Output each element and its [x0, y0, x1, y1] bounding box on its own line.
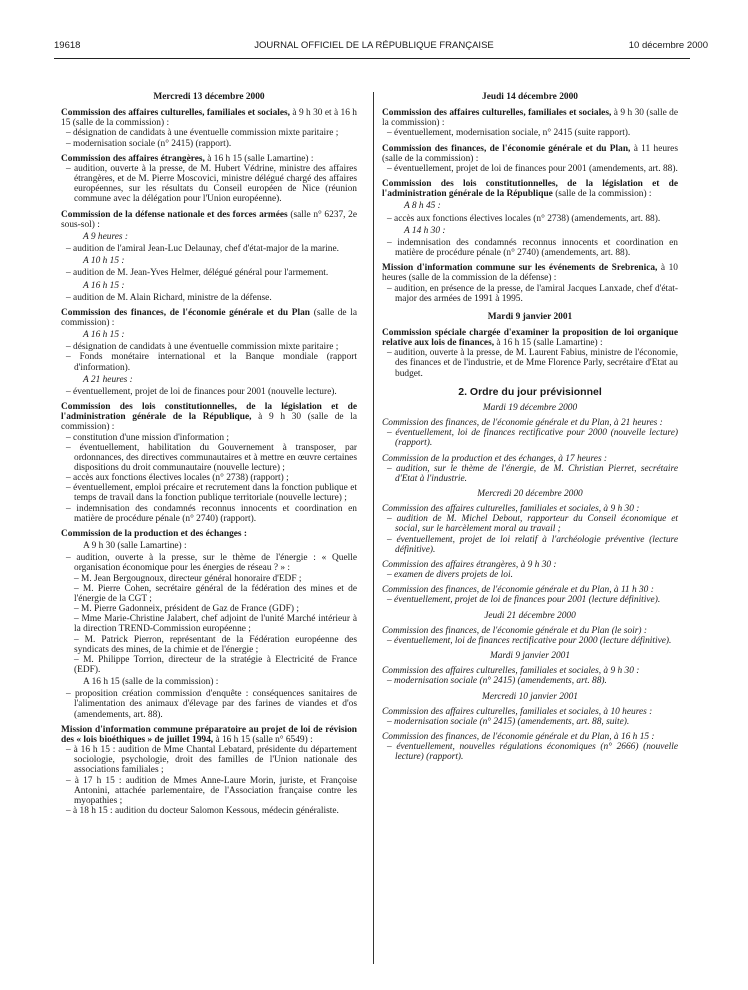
agenda-item: – éventuellement, projet de loi de finances pour 2001 (lecture définitive).	[387, 595, 661, 606]
committee-heading: Commission des affaires étrangères, à 9 h 30 :	[382, 559, 557, 570]
session-time: A 8 h 45 :	[404, 201, 441, 212]
day-heading: Jeudi 14 décembre 2000	[482, 92, 578, 102]
session-time: A 10 h 15 :	[83, 256, 125, 267]
header-divider	[54, 58, 690, 59]
committee-heading	[382, 179, 678, 199]
agenda-block	[382, 626, 678, 646]
committee-heading: Commission de la production et des échanges, à 17 heures :	[382, 453, 608, 464]
speaker-item: – M. Patrick Pierron, représentant de la Fédération européenne des syndicats des mines, de la chimie et de l'énergie ;	[74, 634, 357, 655]
agenda-item: – désignation de candidats à une éventuelle commission mixte paritaire ;	[66, 128, 339, 139]
column-divider	[373, 92, 374, 964]
journal-title: JOURNAL OFFICIEL DE LA RÉPUBLIQUE FRANÇAISE	[254, 40, 494, 51]
day-heading: Mardi 9 janvier 2001	[489, 651, 571, 662]
agenda-item: – éventuellement, habilitation du Gouvernement à transposer, par ordonnances, des directives communautaires et à mettre en œuvre certaines dispositions du droit communautaire (nouvelle lecture) ;	[66, 442, 357, 473]
committee-block	[61, 402, 357, 524]
agenda-item: – éventuellement, modernisation sociale, n° 2415 (suite rapport).	[387, 128, 631, 139]
section-heading: 2. Ordre du jour prévisionnel	[458, 385, 602, 398]
agenda-block	[382, 585, 678, 605]
agenda-item: – modernisation sociale (n° 2415) (amendements, art. 88).	[387, 676, 607, 687]
committee-details: à 9 h 30 et à 16 h 15 (salle de la commission) :	[61, 108, 357, 129]
agenda-item: – accès aux fonctions électives locales (n° 2738) (amendements, art. 88).	[387, 213, 661, 224]
committee-block	[61, 308, 357, 397]
day-heading: Mercredi 13 décembre 2000	[153, 92, 265, 102]
committee-heading: Commission des finances, de l'économie générale et du Plan, à 16 h 15 :	[382, 731, 655, 742]
committee-details: à 11 heures (salle de la commission) :	[382, 143, 678, 164]
committee-details: (salle n° 6237, 2e sous-sol) :	[61, 209, 357, 230]
committee-heading: Commission des finances, de l'économie générale et du Plan, à 11 h 30 :	[382, 585, 654, 596]
agenda-block	[382, 732, 678, 762]
day-heading: Mercredi 20 décembre 2000	[477, 489, 583, 499]
committee-block	[61, 529, 357, 720]
agenda-block	[382, 418, 678, 448]
committee-heading	[382, 263, 678, 283]
committee-heading: Commission des finances, de l'économie générale et du Plan, à 21 heures :	[382, 418, 663, 429]
committee-block	[61, 210, 357, 303]
agenda-item: – audition, sur le thème de l'énergie, de M. Christian Pierret, secrétaire d'Etat à l'industrie.	[387, 463, 678, 484]
committee-heading	[61, 210, 357, 230]
agenda-item: – indemnisation des condamnés reconnus innocents et coordination en matière de procédure pénale (n° 2740) (amendements, art. 88).	[387, 237, 678, 259]
committee-name: Commission des affaires culturelles, familiales et sociales,	[61, 108, 291, 119]
committee-details: à 16 h 15 (salle Lamartine) :	[494, 338, 603, 349]
agenda-item: – à 16 h 15 : audition de Mme Chantal Lebatard, présidente du département sociologie, psychologie, droit des familles de l'Union nationale des associations familiales ;	[66, 745, 357, 776]
committee-name: Commission de la production et des échanges :	[61, 528, 248, 539]
committee-details: à 16 h 15 (salle n° 6549) :	[213, 734, 313, 745]
agenda-item: – éventuellement, emploi précaire et recrutement dans la fonction publique et temps de travail dans la fonction publique territoriale (nouvelle lecture) ;	[66, 483, 357, 504]
committee-block	[382, 179, 678, 258]
agenda-item: – éventuellement, projet de loi de finances pour 2001 (nouvelle lecture).	[66, 386, 337, 397]
agenda-item: – modernisation sociale (n° 2415) (rapport).	[66, 138, 232, 149]
agenda-item: – éventuellement, nouvelles régulations économiques (n° 2666) (nouvelle lecture) (rapport).	[387, 742, 678, 763]
agenda-item: – éventuellement, projet de loi relatif à l'archéologie préventive (lecture définitive).	[387, 534, 678, 555]
agenda-item: – éventuellement, projet de loi de finances pour 2001 (amendements, art. 88).	[387, 163, 678, 174]
committee-heading	[61, 402, 357, 432]
committee-heading: Commission des affaires culturelles, familiales et sociales, à 10 heures :	[382, 706, 653, 717]
agenda-item: – audition, ouverte à la presse, sur le thème de l'énergie : « Quelle organisation économique pour les énergies de réseau ? » :	[66, 553, 357, 574]
committee-name: Commission des finances, de l'économie générale et du Plan	[61, 307, 311, 318]
agenda-item: – à 18 h 15 : audition du docteur Salomon Kessous, médecin généraliste.	[66, 806, 339, 816]
committee-heading	[382, 328, 678, 348]
agenda-item: – audition, ouverte à la presse, de M. Hubert Védrine, ministre des affaires étrangères, et de M. Pierre Moscovici, ministre délégué chargé des affaires européennes, sur les résultats du Conseil européen de Nice (réunion commune avec la délégation pour l'Union européenne).	[66, 163, 357, 205]
committee-block	[61, 154, 357, 205]
agenda-item: – désignation de candidats à une éventuelle commission mixte paritaire ;	[66, 342, 339, 353]
committee-details: (salle de la commission) :	[61, 307, 357, 328]
agenda-item: – à 17 h 15 : audition de Mmes Anne-Laure Morin, juriste, et Françoise Antonini, attachée parlementaire, de l'Association française contre les myopathies ;	[66, 775, 357, 806]
committee-name: Commission des lois constitutionnelles, de la législation et de l'administration générale de la République	[382, 179, 678, 200]
agenda-block	[382, 666, 678, 686]
committee-heading: Commission des finances, de l'économie générale et du Plan (le soir) :	[382, 625, 647, 636]
committee-details: à 9 h 30 (salle de la commission) :	[61, 412, 358, 433]
agenda-item: – proposition création commission d'enquête : conséquences sanitaires de l'alimentation des animaux d'élevage par des farines de viandes et d'os (amendements, art. 88).	[66, 689, 357, 720]
committee-block	[61, 725, 357, 816]
agenda-item: – audition, en présence de la presse, de l'amiral Jacques Lanxade, chef d'état-major des armées de 1991 à 1995.	[387, 283, 678, 304]
session-time: A 16 h 15 (salle de la commission) :	[83, 677, 219, 688]
agenda-block	[382, 707, 678, 727]
agenda-item: – modernisation sociale (n° 2415) (amendements, art. 88, suite).	[387, 716, 630, 727]
speaker-item: – M. Philippe Torrion, directeur de la stratégie à Electricité de France (EDF).	[74, 654, 357, 675]
committee-heading	[61, 529, 357, 539]
agenda-item: – Fonds monétaire international et la Banque mondiale (rapport d'information).	[66, 352, 357, 373]
committee-name: Commission de la défense nationale et des forces armées	[61, 209, 288, 220]
committee-name: Commission des finances, de l'économie générale et du Plan,	[382, 143, 631, 154]
running-header	[40, 40, 708, 56]
committee-name: Commission des lois constitutionnelles, de la législation et de l'administration générale de la République,	[61, 402, 357, 423]
committee-name: Commission des affaires culturelles, familiales et sociales,	[382, 108, 612, 119]
day-heading: Jeudi 21 décembre 2000	[484, 610, 576, 621]
agenda-block	[382, 454, 678, 484]
speaker-item: – M. Pierre Gadonneix, président de Gaz de France (GDF) ;	[74, 604, 299, 615]
speaker-item: – M. Jean Bergougnoux, directeur général honoraire d'EDF ;	[74, 573, 302, 584]
committee-heading	[61, 108, 357, 128]
committee-name: Mission d'information commune sur les événements de Srebrenica,	[382, 263, 658, 274]
agenda-item: – éventuellement, loi de finances rectificative pour 2000 (lecture définitive).	[387, 635, 672, 646]
agenda-item: – audition de M. Michel Debout, rapporteur du Conseil économique et social, sur le harcèlement moral au travail ;	[387, 514, 678, 535]
day-heading: Mardi 19 décembre 2000	[482, 402, 578, 413]
agenda-item: – éventuellement, loi de finances rectificative pour 2000 (nouvelle lecture) (rapport).	[387, 428, 678, 449]
committee-block	[382, 263, 678, 304]
day-heading: Mercredi 10 janvier 2001	[482, 691, 578, 702]
agenda-item: – constitution d'une mission d'information ;	[66, 432, 230, 443]
day-heading: Mardi 9 janvier 2001	[487, 311, 573, 322]
committee-name: Mission d'information commune préparatoire au projet de loi de révision des « lois bioéthiques » de juillet 1994,	[61, 724, 357, 745]
committee-heading	[61, 308, 357, 328]
committee-block	[382, 108, 678, 138]
session-time: A 16 h 15 :	[83, 280, 125, 291]
committee-heading	[382, 144, 678, 164]
agenda-item: – accès aux fonctions électives locales (n° 2738) (rapport) ;	[66, 473, 289, 484]
committee-name: Commission spéciale chargée d'examiner la proposition de loi organique relative aux lois de finances,	[382, 327, 678, 349]
committee-details: à 16 h 15 (salle Lamartine) :	[204, 153, 314, 164]
agenda-item: – audition de l'amiral Jean-Luc Delaunay, chef d'état-major de la marine.	[66, 244, 339, 255]
agenda-item: – examen de divers projets de loi.	[387, 570, 513, 581]
session-time: A 9 h 30 (salle Lamartine) :	[83, 541, 187, 552]
session-time: A 16 h 15 :	[83, 330, 125, 341]
agenda-item: – audition de M. Alain Richard, ministre de la défense.	[66, 292, 272, 303]
committee-details: à 9 h 30 (salle de la commission) :	[382, 108, 679, 129]
committee-heading: Commission des affaires culturelles, familiales et sociales, à 9 h 30 :	[382, 666, 640, 677]
session-time: A 21 heures :	[83, 374, 133, 385]
committee-heading	[61, 725, 357, 745]
issue-date: 10 décembre 2000	[628, 40, 708, 51]
committee-heading	[61, 154, 357, 164]
agenda-item: – indemnisation des condamnés reconnus innocents et coordination en matière de procédure pénale (n° 2740) (rapport).	[66, 503, 357, 524]
session-time: A 14 h 30 :	[404, 225, 446, 236]
committee-heading	[382, 108, 678, 128]
committee-name: Commission des affaires étrangères,	[61, 153, 205, 164]
committee-details: (salle de la commission) :	[552, 189, 652, 200]
speaker-item: – Mme Marie-Christine Jalabert, chef adjoint de l'unité Marché intérieur à la direction TREND-Commission européenne ;	[74, 614, 357, 635]
committee-details: à 10 heures (salle de la commission de la défense) :	[382, 263, 678, 284]
left-column	[61, 92, 357, 821]
agenda-block	[382, 504, 678, 555]
agenda-item: – audition, ouverte à la presse, de M. Laurent Fabius, ministre de l'économie, des finances et de l'industrie, et de Mme Florence Parly, secrétaire d'Etat au budget.	[387, 348, 678, 379]
page-number: 19618	[54, 40, 81, 51]
right-column	[382, 92, 678, 767]
session-time: A 9 heures :	[83, 231, 129, 242]
committee-block	[61, 108, 357, 149]
committee-block	[382, 328, 678, 379]
committee-block	[382, 144, 678, 174]
agenda-item: – audition de M. Jean-Yves Helmer, délégué général pour l'armement.	[66, 268, 329, 279]
speaker-item: – M. Pierre Cohen, secrétaire général de la fédération des mines et de l'énergie de la CGT ;	[74, 583, 357, 604]
committee-heading: Commission des affaires culturelles, familiales et sociales, à 9 h 30 :	[382, 504, 640, 515]
agenda-block	[382, 560, 678, 580]
